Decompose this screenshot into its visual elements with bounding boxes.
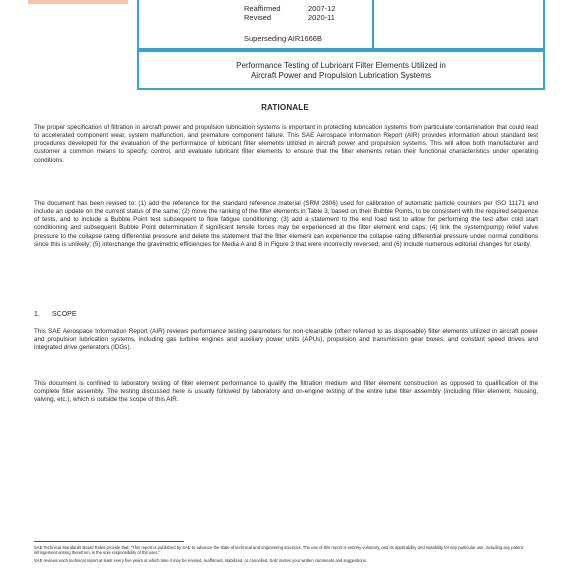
reaffirmed-row [244,4,394,13]
revised-label: Revised [244,13,272,22]
footnote-terms: SAE Technical Standards Board Rules provide that: "This report is published by SAE to advance the state of technical and engineering sciences. The use of this report is entirely voluntary, and its applicability and suitability for any particular use, including any patent infringement arising therefrom, is the sole responsibility of the user." [34,545,523,556]
document-title-box [137,50,545,90]
reaffirmed-value: 2007-12 [308,4,336,13]
revised-row [244,13,394,22]
scope-title: SCOPE [52,311,77,318]
scope-paragraph-1: This SAE Aerospace Information Report (AIR) reviews performance testing parameters for non-cleanable (often referred to as disposable) filter elements utilized in aircraft power and propulsion lubrication systems, including gas turbine engines and auxiliary power units (APUs), propulsion and transmission gear boxes, and constant speed drives and integrated drive generators (IDGs). [34,328,538,352]
footnote-rule [34,541,184,542]
title-line-2: Aircraft Power and Propulsion Lubrication Systems [250,71,432,80]
rationale-paragraph-2: The document has been revised to: (1) add the reference for the standard reference material (SRM 2806) used for calibration of automatic particle counters per ISO 11171 and include an update on the current status of the same; (2) move the ranking of the filter elements in Table 3, based on their Bubble Points, to be consistent with the required sequence of tests, and to include a Bubble Point test subsequent to flow fatigue conditioning; (3) add a statement to the end load test to allow for performing the test after cold start conditioning and subsequent Bubble Point determination if significant tensile forces may be experienced at the filter element end caps; (4) link the system(pump) relief valve pressure to the collapse rating differential pressure and delete the statement that the filter element can experience the collapse rating differential pressure under normal conditions since this is unlikely; (5) interchange the gravimetric efficiencies for Media A and B in Figure 3 that were incorrectly reversed; and (6) include numerous editorial changes for clarity. [34,200,538,248]
title-line-1: Performance Testing of Lubricant Filter Elements Utilized in [236,61,446,70]
rationale-heading: RATIONALE [261,103,309,112]
superseding-note: Superseding AIR1666B [244,34,322,43]
rationale-paragraph-1: The proper specification of filtration in aircraft power and propulsion lubrication systems is important in protecting lubrication systems from particulate contamination that could lead to accelerated component wear, system malfunction, and premature component failure. This SAE Aerospace Information Report (AIR) provides information about standard test procedures developed for the evaluation of the performance of lubricant filter elements utilized in aircraft power and propulsion systems. This will allow both manufacturer and customer a common means to specify, control, and evaluate lubricant filter elements to ensure that the filter elements retain their functional characteristics under operating conditions. [34,124,538,164]
revised-value: 2020-11 [308,13,335,22]
scope-paragraph-2: This document is confined to laboratory testing of filter element performance to qualify the filtration medium and filter element construction as opposed to qualification of the complete filter assembly. The testing discussed here is usually followed by laboratory and on-engine testing of the entire lube filter assembly (including filter element, housing, valving, etc.), which is outside the scope of this AIR. [34,380,538,404]
footnote-review: SAE reviews each technical report at least every five years at which time it may be revised, reaffirmed, stabilized, or cancelled. SAE invites your written comments and suggestions. [34,558,367,563]
scope-number: 1. [34,311,40,318]
scope-heading [34,311,77,318]
sae-logo-fragment [28,0,128,4]
reaffirmed-label: Reaffirmed [244,4,281,13]
